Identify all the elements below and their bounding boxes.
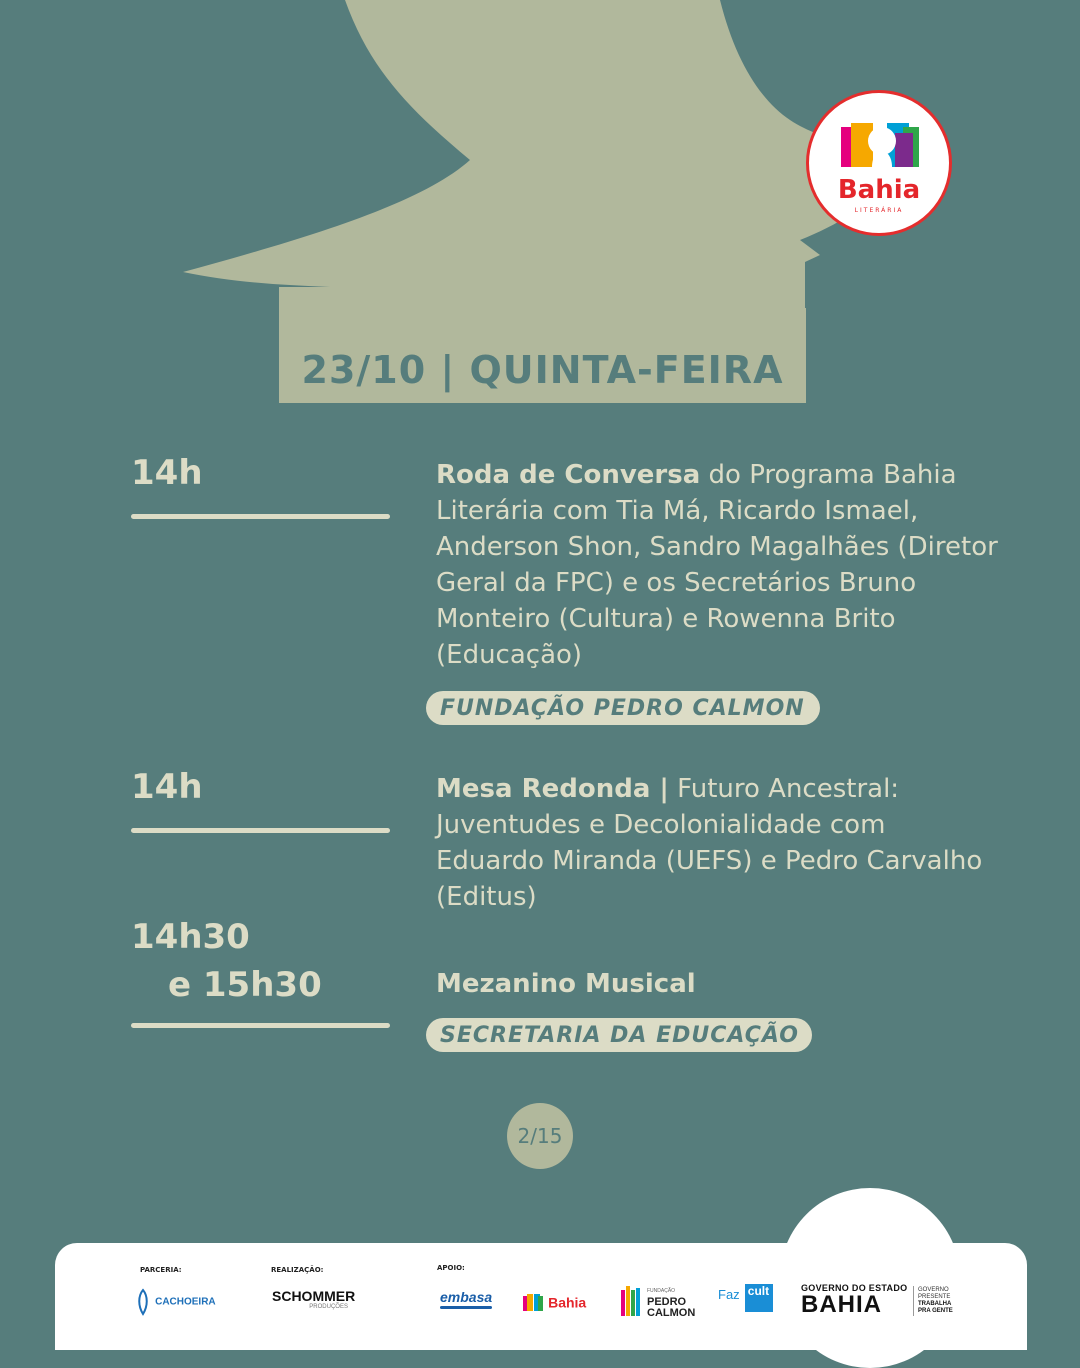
logo-subtitle: LITERÁRIA [854, 207, 904, 214]
event-time: 14h [131, 767, 203, 807]
organizer-tag [426, 1018, 812, 1052]
event-title: Mesa Redonda | [436, 774, 669, 804]
bahia-small-text: Bahia [548, 1294, 587, 1311]
time-divider [131, 828, 390, 833]
gov-side-2: PRESENTE [918, 1294, 951, 1300]
event-description [436, 771, 996, 915]
pedro-calmon-small: FUNDAÇÃO [647, 1288, 676, 1294]
event-details: do Programa Bahia Literária com Tia Má, Ricardo Ismael, Anderson Shon, Sandro Magalhães (Diretor Geral da FPC) e os Secretários Bruno Monteiro (Cultura) e Rowenna Brito (Educação) [436, 460, 998, 670]
event-description [436, 457, 1036, 673]
embasa-text: embasa [440, 1289, 493, 1305]
gov-main-text: BAHIA [801, 1291, 882, 1318]
organizer-label: SECRETARIA DA EDUCAÇÃO [440, 1022, 799, 1048]
governo-bahia-logo [801, 1283, 907, 1317]
time-divider [131, 514, 390, 519]
pedro-calmon-line2: CALMON [647, 1307, 696, 1319]
pedro-calmon-line1: PEDRO [647, 1296, 687, 1308]
event-description [436, 966, 1036, 1002]
cachoeira-emblem-icon [136, 1288, 150, 1316]
event-title: Roda de Conversa [436, 460, 701, 490]
embasa-logo [440, 1289, 492, 1309]
apoio-label: APOIO: [437, 1264, 465, 1272]
books-small-icon [523, 1293, 543, 1313]
bahia-literaria-logo [806, 90, 952, 236]
schommer-text: SCHOMMER [272, 1288, 356, 1304]
event-time: 14h [131, 453, 203, 493]
schommer-sub: PRODUÇÕES [309, 1304, 348, 1310]
gov-side-4: PRA GENTE [918, 1308, 953, 1314]
schommer-logo [272, 1288, 356, 1313]
date-banner [279, 308, 806, 403]
time-divider [131, 1023, 390, 1028]
bookshelf-icon [621, 1286, 643, 1316]
realizacao-label: REALIZAÇÃO: [271, 1266, 324, 1274]
cachoeira-text: CACHOEIRA [155, 1296, 216, 1308]
event-details: Futuro Ancestral: Juventudes e Decolonialidade com Eduardo Miranda (UEFS) e Pedro Carvalho (Editus) [436, 774, 983, 912]
gov-slogan [918, 1287, 953, 1315]
event-time-second: e 15h30 [168, 965, 322, 1005]
parceria-label: PARCERIA: [140, 1266, 182, 1274]
bahia-literaria-small-logo [523, 1292, 586, 1313]
date-label: 23/10 | QUINTA-FEIRA [301, 347, 784, 392]
organizer-label: FUNDAÇÃO PEDRO CALMON [440, 695, 805, 721]
faz-cultura-logo [718, 1284, 773, 1312]
event-time: 14h30 [131, 917, 250, 957]
gov-divider [913, 1286, 914, 1316]
embasa-wave-icon [440, 1306, 492, 1309]
cachoeira-logo [136, 1288, 216, 1316]
logo-word: Bahia [837, 175, 921, 205]
organizer-tag [426, 691, 820, 725]
cult-block: cult [745, 1284, 773, 1312]
event-title: Mezanino Musical [436, 969, 696, 999]
gov-side-3: TRABALHA [918, 1301, 952, 1307]
faz-text: Faz [718, 1287, 740, 1302]
page-label: 2/15 [517, 1124, 563, 1148]
gov-top-text: GOVERNO DO ESTADO [801, 1283, 908, 1293]
books-icon [837, 119, 927, 177]
gov-side-1: GOVERNO [918, 1287, 949, 1293]
page-indicator [507, 1103, 573, 1169]
